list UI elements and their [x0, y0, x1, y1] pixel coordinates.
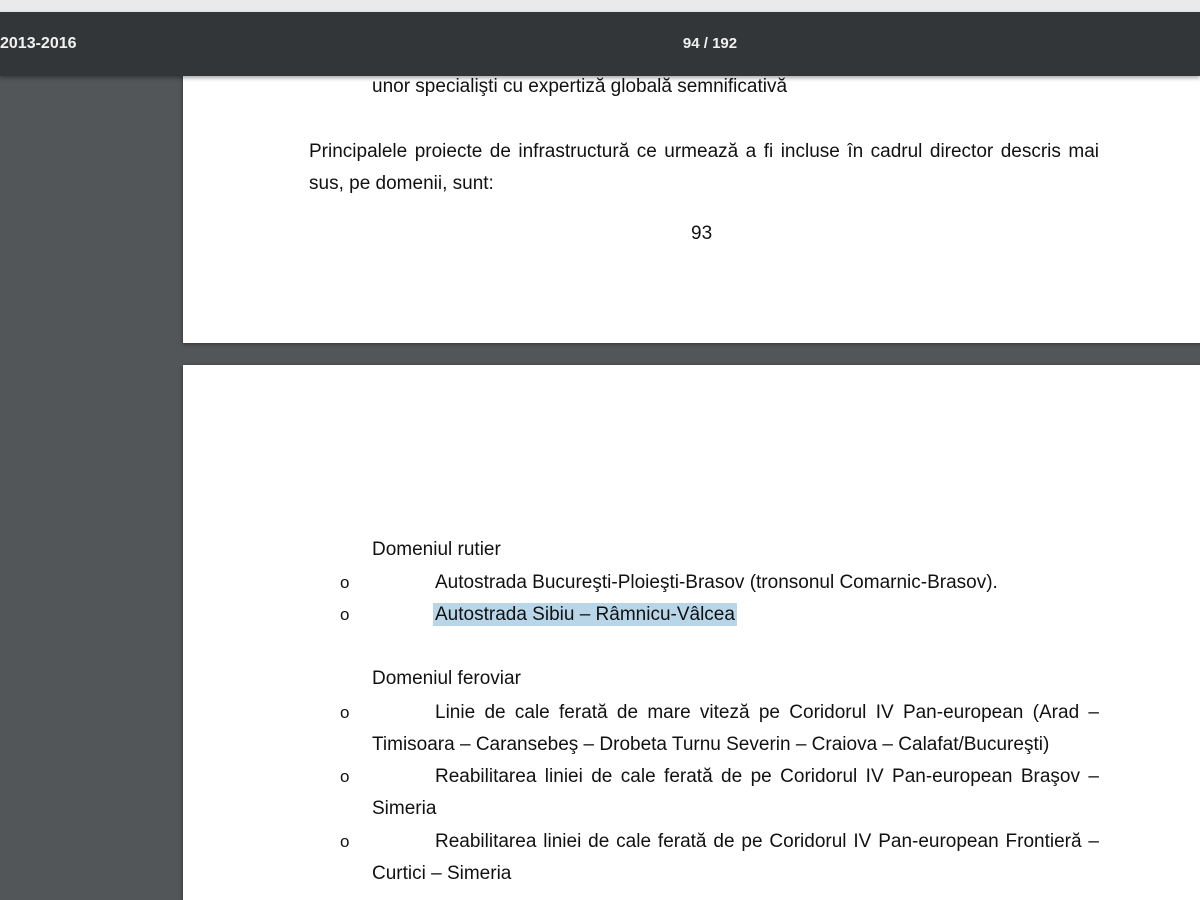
list-item-selected[interactable]: [433, 603, 737, 627]
section-heading-road: Domeniul rutier: [372, 539, 501, 560]
browser-top-strip: [0, 0, 1200, 12]
document-title: 2013-2016: [0, 35, 77, 52]
list-item: Reabilitarea liniei de cale ferată de pe Coridorul IV Pan-european Frontieră –: [435, 831, 1099, 852]
list-bullet: o: [340, 832, 350, 851]
list-item: Reabilitarea liniei de cale ferată de pe Coridorul IV Pan-european Braşov –: [435, 766, 1099, 787]
list-bullet: o: [340, 767, 350, 786]
section-heading-rail: Domeniul feroviar: [372, 668, 521, 689]
pdf-page-93: [183, 76, 1200, 343]
page-indicator[interactable]: 94 / 192: [682, 35, 738, 52]
text-line: Principalele proiecte de infrastructură ce urmează a fi incluse în cadrul director descris mai: [309, 141, 1099, 162]
list-bullet: o: [340, 703, 350, 722]
pdf-viewer[interactable]: [0, 76, 1200, 900]
page-number: 93: [691, 223, 713, 244]
list-item-continuation: Timisoara – Caransebeş – Drobeta Turnu Severin – Craiova – Calafat/Bucureşti): [372, 734, 1050, 755]
pdf-page-94: [183, 365, 1200, 900]
pdf-toolbar: [0, 12, 1200, 76]
list-item: Linie de cale ferată de mare viteză pe Coridorul IV Pan-european (Arad –: [435, 702, 1099, 723]
list-item: Autostrada Bucureşti-Ploieşti-Brasov (tronsonul Comarnic-Brasov).: [435, 572, 998, 593]
list-item-continuation: Curtici – Simeria: [372, 863, 512, 884]
list-bullet: o: [340, 605, 350, 624]
list-item-continuation: Simeria: [372, 798, 437, 819]
text-selection[interactable]: Autostrada Sibiu – Râmnicu-Vâlcea: [435, 604, 735, 625]
list-bullet: o: [340, 573, 350, 592]
text-line: sus, pe domenii, sunt:: [309, 173, 494, 194]
text-line: unor specialişti cu expertiză globală semnificativă: [372, 76, 788, 97]
